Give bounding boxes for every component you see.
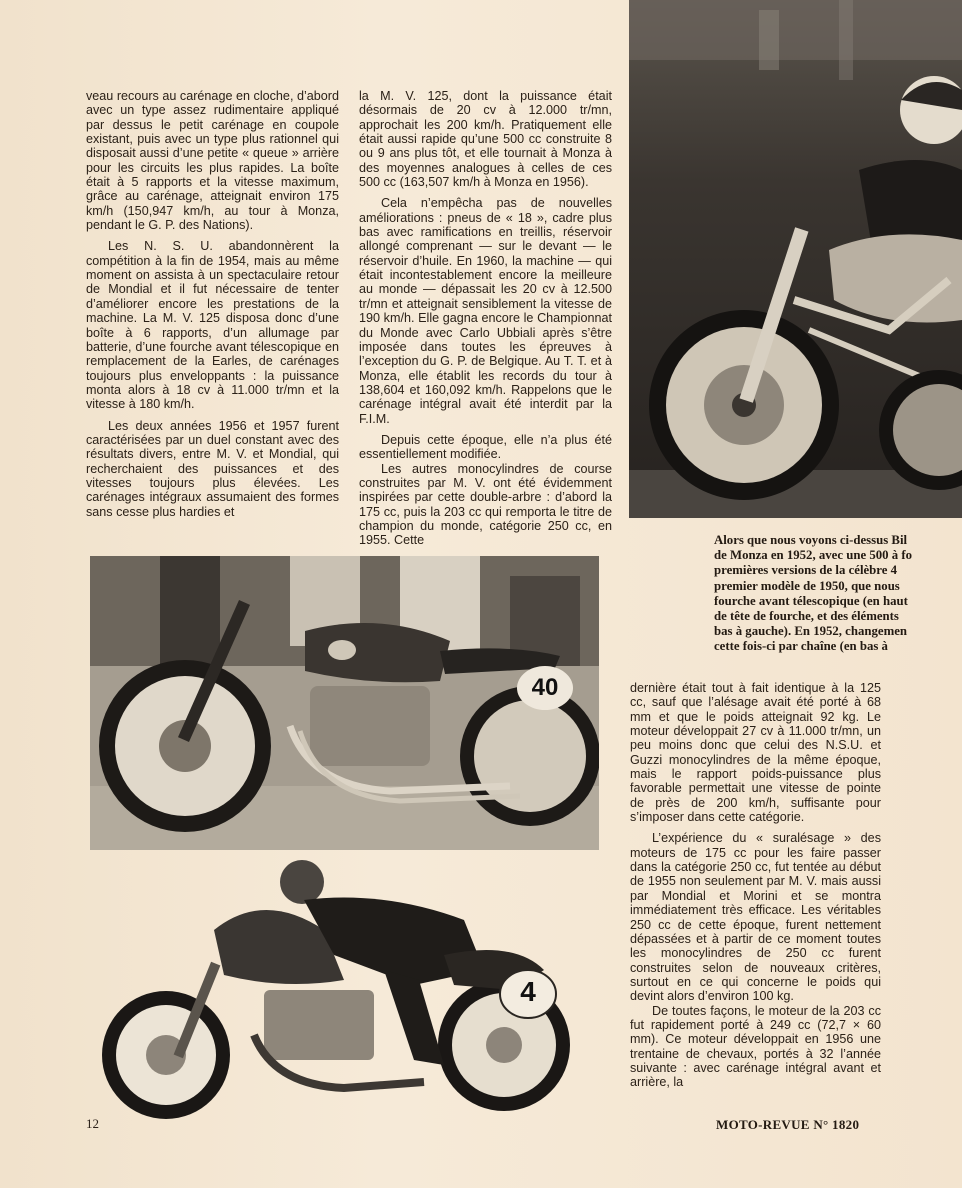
caption-line: premier modèle de 1950, que nous [714,578,900,593]
paragraph: la M. V. 125, dont la puissance était désormais de 20 cv à 12.000 tr/mn, approchait les 200 km/h. Pratiquement elle était aussi rapide qu’une 500 cc construite 8 ou 9 ans plus tôt, et elle tournait à Monza à des moyennes analogues à celles de ces 500 cc (163,507 km/h à Monza en 1956). [359,89,612,190]
page-number: 12 [86,1116,99,1131]
article-column-3 [630,681,881,1090]
photo-caption [714,533,962,655]
paragraph: Les deux années 1956 et 1957 furent caractérisées par un duel constant avec des résultats divers, entre M. V. et Mondial, qui recherchaient des puissances et des vitesses toujours plus élevées. Les carénages intégraux assumaient des formes sans cesse plus hardies et [86,418,339,519]
paragraph: De toutes façons, le moteur de la 203 cc fut rapidement porté à 249 cc (72,7 × 60 mm). Ce moteur développait en 1956 une trentaine de chevaux, portés à 32 l’année suivante : avec carénage intégral avant et arrière, la [630,1003,881,1090]
paragraph: L’expérience du « suralésage » des moteurs de 175 cc pour les faire passer dans la catégorie 250 cc, fut tentée au début de 1955 non seulement par M. V. mais aussi par Mondial et Morini et se montra immédiatement très efficace. Les véritables 250 cc de cette époque, furent nettement dépassées et à partir de ce moment toutes les monocylindres de 250 cc furent construites selon de nouveaux critères, surtout en ce qui concerne le poids qui devint alors d’environ 100 kg. [630,831,881,1004]
paragraph: dernière était tout à fait identique à la 125 cc, sauf que l’alésage avait été porté à 68 mm et que le poids atteignait 92 kg. Le moteur développait 27 cv à 11.000 tr/mn, un peu moins donc que celui des N.S.U. et Guzzi monocylindres de la même époque, mais le rapport poids-puissance plus favorable permettait une vitesse de pointe de près de 200 km/h, suffisante pour s’imposer dans cette catégorie. [630,681,881,825]
paragraph: Depuis cette époque, elle n’a plus été essentiellement modifiée. [359,432,612,462]
paragraph: Cela n’empêcha pas de nouvelles améliorations : pneus de « 18 », cadre plus bas avec ramifications en treillis, réservoir allongé comprenant — sur le devant — le réservoir d’huile. En 1960, la machine — qui était incontestablement encore la meilleure au monde — dépassait les 20 cv à 12.500 tr/mn et atteignait sensiblement la vitesse de 190 km/h. Elle gagna encore le Championnat du Monde avec Carlo Ubbiali après s’être imposée dans toutes les épreuves à l’exception du G. P. de Belgique. Au T. T. et à Monza, elle établit les records du tour à 138,604 et 160,092 km/h. Rappelons que le carénage intégral avait été interdit par la F.I.M. [359,196,612,426]
article-column-1 [86,89,339,519]
caption-line: de Monza en 1952, avec une 500 à fo [714,548,912,563]
race-number-plate: 4 [520,976,536,1007]
paragraph: Les autres monocylindres de course construites par M. V. ont été évidemment inspirées par cette double-arbre : d’abord la 175 cc, puis la 203 cc qui remporta le titre de champion du monde, catégorie 250 cc, en 1955. Cette [359,461,612,548]
faired-racer-illustration [84,860,584,1122]
caption-line: cette fois-ci par chaîne (en bas à [714,639,888,654]
caption-line: de tête de fourche, et des éléments [714,609,899,624]
paragraph: Les N. S. U. abandonnèrent la compétition à la fin de 1954, mais au même moment on assista à un spectaculaire retour de Mondial et il fut nécessaire de tenter d’améliorer encore les prestations de la machine. La M. V. 125 disposa donc d’une boîte à 6 rapports, d’un allumage par batterie, d’une fourche avant télescopique en remplacement de la Earles, de carénages toujours plus enveloppants : la puissance monta alors à 18 cv à 11.000 tr/mn et la vitesse à 180 km/h. [86,239,339,412]
photo-faired-racer [84,860,584,1122]
caption-line: premières versions de la célèbre 4 [714,563,898,578]
caption-line: bas à gauche). En 1952, changemen [714,624,908,639]
race-number-plate: 40 [531,674,559,701]
photo-mv-500-four [90,556,599,850]
rider-cornering-illustration [629,0,962,518]
photo-rider-cornering [629,0,962,518]
paragraph: veau recours au carénage en cloche, d’abord avec un type assez rudimentaire appliqué par dessus le petit carénage en coupole existant, puis avec un type plus rationnel qui disposait aussi d’une petite « queue » arrière pour les circuits les plus rapides. La boîte était à 5 rapports et la vitesse maximum, grâce au carénage, atteignait environ 175 km/h (150,947 km/h, au tour à Monza, pendant le G. P. des Nations). [86,89,339,233]
article-column-2 [359,89,612,548]
magazine-issue: MOTO-REVUE N° 1820 [716,1117,860,1132]
mv-500-illustration [90,556,599,850]
caption-line: fourche avant télescopique (en haut [714,593,908,608]
caption-line: Alors que nous voyons ci-dessus Bil [714,533,908,547]
